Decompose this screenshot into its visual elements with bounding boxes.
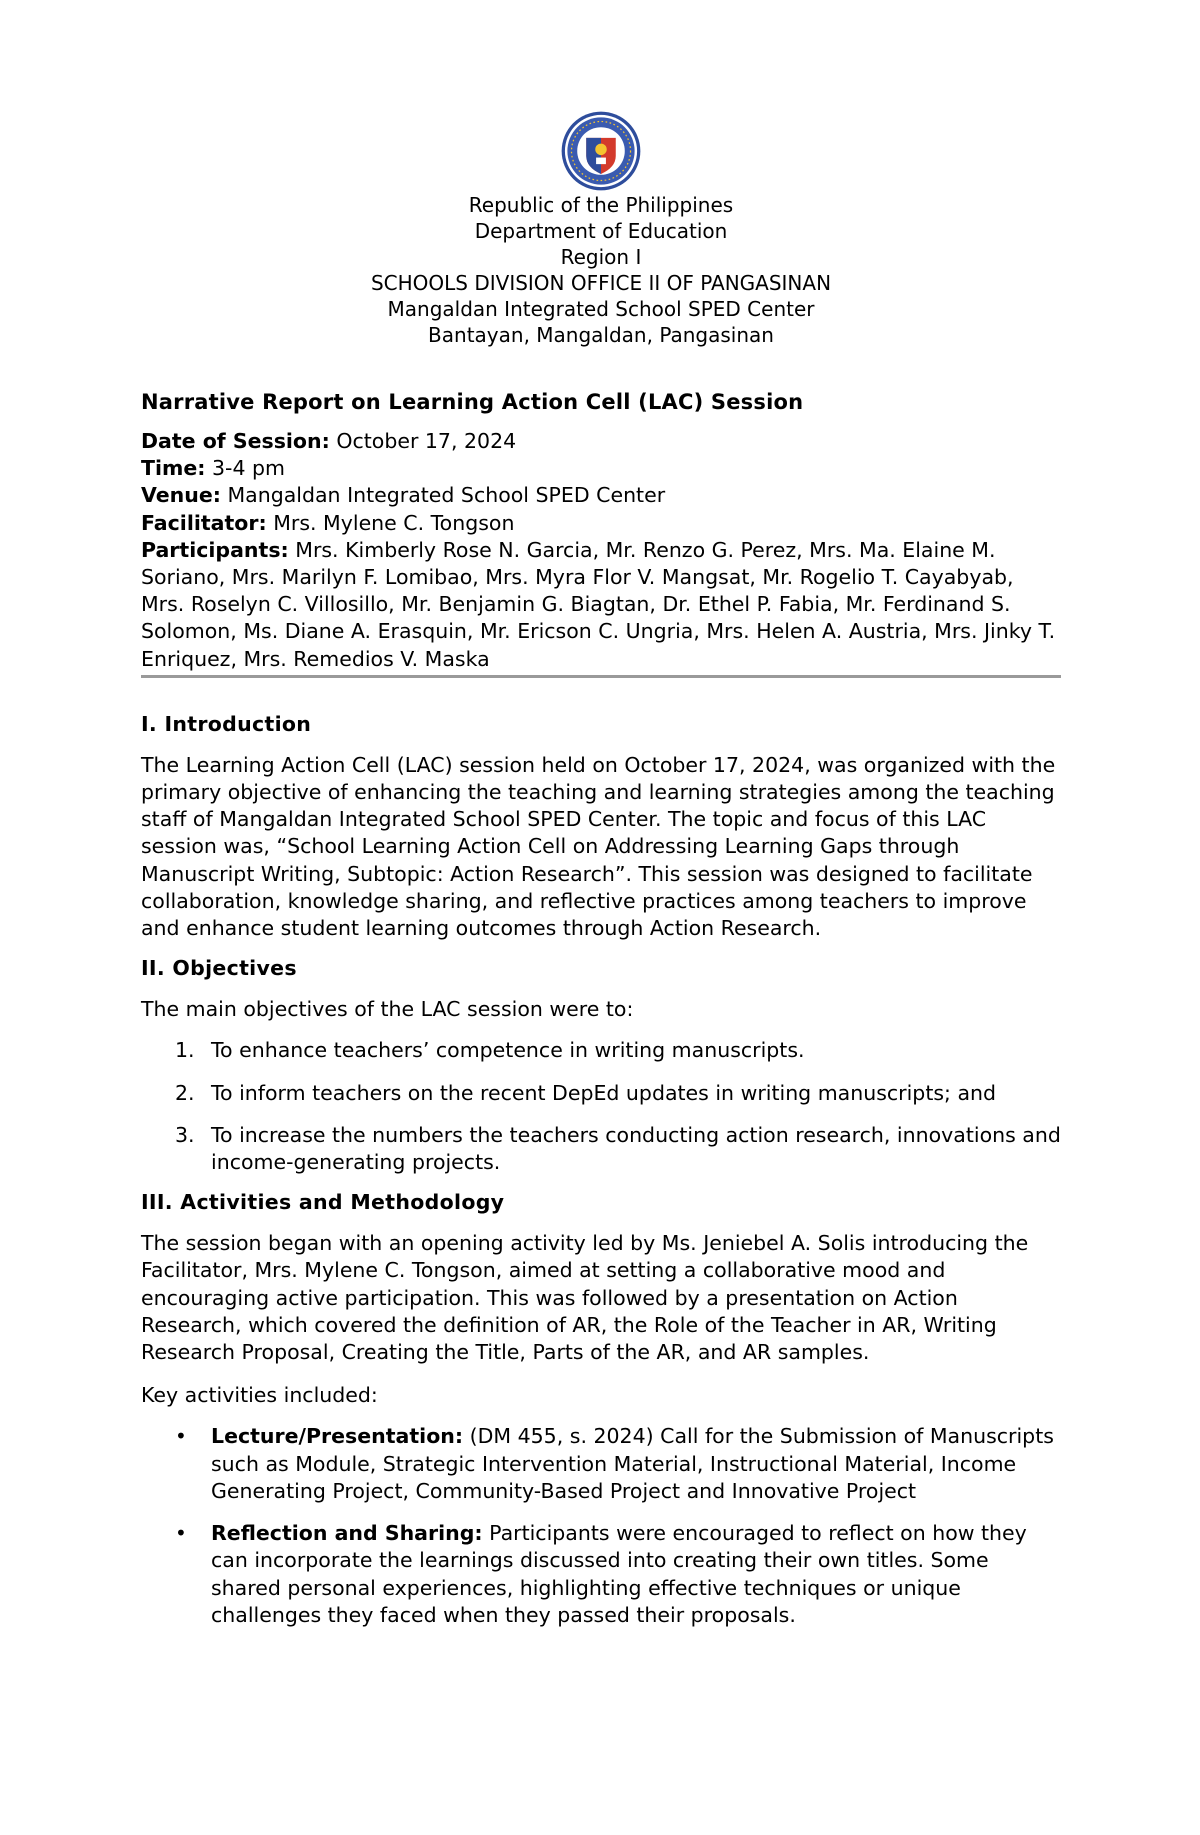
key-activity-item bbox=[141, 1520, 1061, 1629]
session-time-label: Time: bbox=[141, 456, 206, 481]
session-participants-value: Mrs. Kimberly Rose N. Garcia, Mr. Renzo G. Perez, Mrs. Ma. Elaine M. Soriano, Mrs. Marilyn F. Lomibao, Mrs. Myra Flor V. Mangsat, Mr. Rogelio T. Cayabyab, Mrs. Roselyn C. Villosillo, Mr. Benjamin G. Biagtan, Dr. Ethel P. Fabia, Mr. Ferdinand S. Solomon, Ms. Diane A. Erasquin, Mr. Ericson C. Ungria, Mrs. Helen A. Austria, Mrs. Jinky T. Enriquez, Mrs. Remedios V. Maska bbox=[141, 537, 1056, 671]
objective-item bbox=[141, 1037, 1061, 1064]
key-activities-list bbox=[141, 1423, 1061, 1628]
introduction-heading: I. Introduction bbox=[141, 711, 312, 736]
activities-heading: III. Activities and Methodology bbox=[141, 1190, 505, 1215]
key-activity-text: Participants were encouraged to reflect on how they can incorporate the learnings discussed into creating their own titles. Some shared personal experiences, highlighting effective techniques or unique challenges they faced when they passed their proposals. bbox=[211, 1521, 1027, 1627]
key-activity-item bbox=[141, 1423, 1061, 1505]
session-participants bbox=[141, 537, 1061, 673]
deped-seal-icon bbox=[560, 110, 642, 192]
letterhead-line-division: SCHOOLS DIVISION OFFICE II OF PANGASINAN bbox=[370, 271, 832, 295]
bullet-icon: • bbox=[175, 1521, 187, 1546]
key-activity-text: (DM 455, s. 2024) Call for the Submission of Manuscripts such as Module, Strategic Intervention Material, Instructional Material, Income Generating Project, Community-Based Project and Innovative Project bbox=[211, 1424, 1054, 1503]
letterhead-line-region: Region I bbox=[560, 245, 642, 269]
objectives-heading: II. Objectives bbox=[141, 956, 297, 981]
session-facilitator-value: Mrs. Mylene C. Tongson bbox=[266, 510, 515, 535]
session-time-value: 3-4 pm bbox=[205, 456, 285, 481]
session-participants-label: Participants: bbox=[141, 537, 289, 562]
document-page bbox=[141, 110, 1061, 1629]
objective-text: To increase the numbers the teachers conducting action research, innovations and income-generating projects. bbox=[211, 1122, 1061, 1175]
key-activities-intro: Key activities included: bbox=[141, 1383, 378, 1408]
objective-item bbox=[141, 1122, 1061, 1176]
introduction-body: The Learning Action Cell (LAC) session held on October 17, 2024, was organized with the primary objective of enhancing the teaching and learning strategies among the teaching staff of Mangaldan Integrated School SPED Center. The topic and focus of this LAC session was, “School Learning Action Cell on Addressing Learning Gaps through Manuscript Writing, Subtopic: Action Research”. This session was designed to facilitate collaboration, knowledge sharing, and reflective practices among teachers to improve and enhance student learning outcomes through Action Research. bbox=[141, 752, 1056, 941]
session-venue-label: Venue: bbox=[141, 483, 221, 508]
objectives-list bbox=[141, 1037, 1061, 1176]
session-date-value: October 17, 2024 bbox=[329, 429, 517, 453]
session-facilitator-label: Facilitator: bbox=[141, 510, 267, 535]
report-title: Narrative Report on Learning Action Cell (LAC) Session bbox=[141, 390, 804, 414]
session-date bbox=[141, 428, 1061, 455]
key-activity-label: Reflection and Sharing: bbox=[211, 1521, 483, 1546]
key-activity-label: Lecture/Presentation: bbox=[211, 1424, 464, 1449]
session-date-label: Date of Session: bbox=[141, 429, 330, 453]
letterhead-line-department: Department of Education bbox=[474, 219, 728, 243]
session-venue bbox=[141, 482, 1061, 509]
objectives-intro: The main objectives of the LAC session were to: bbox=[141, 997, 634, 1022]
session-time bbox=[141, 455, 1061, 482]
letterhead-line-address: Bantayan, Mangaldan, Pangasinan bbox=[428, 323, 774, 347]
letterhead-line-republic: Republic of the Philippines bbox=[468, 193, 734, 217]
objective-text: To enhance teachers’ competence in writing manuscripts. bbox=[211, 1038, 805, 1063]
objective-text: To inform teachers on the recent DepEd updates in writing manuscripts; and bbox=[211, 1080, 997, 1105]
objective-number: 1. bbox=[175, 1038, 195, 1063]
bullet-icon: • bbox=[175, 1424, 187, 1449]
section-divider bbox=[141, 675, 1061, 678]
session-facilitator bbox=[141, 510, 1061, 537]
letterhead-line-school: Mangaldan Integrated School SPED Center bbox=[387, 297, 815, 321]
objective-number: 3. bbox=[175, 1122, 195, 1147]
objective-number: 2. bbox=[175, 1080, 195, 1105]
session-details bbox=[141, 428, 1061, 673]
activities-body: The session began with an opening activity led by Ms. Jeniebel A. Solis introducing the Facilitator, Mrs. Mylene C. Tongson, aimed at setting a collaborative mood and encouraging active participation. This was followed by a presentation on Action Research, which covered the definition of AR, the Role of the Teacher in AR, Writing Research Proposal, Creating the Title, Parts of the AR, and AR samples. bbox=[141, 1231, 1029, 1365]
letterhead bbox=[141, 192, 1061, 348]
objective-item bbox=[141, 1080, 1061, 1107]
session-venue-value: Mangaldan Integrated School SPED Center bbox=[220, 483, 666, 508]
